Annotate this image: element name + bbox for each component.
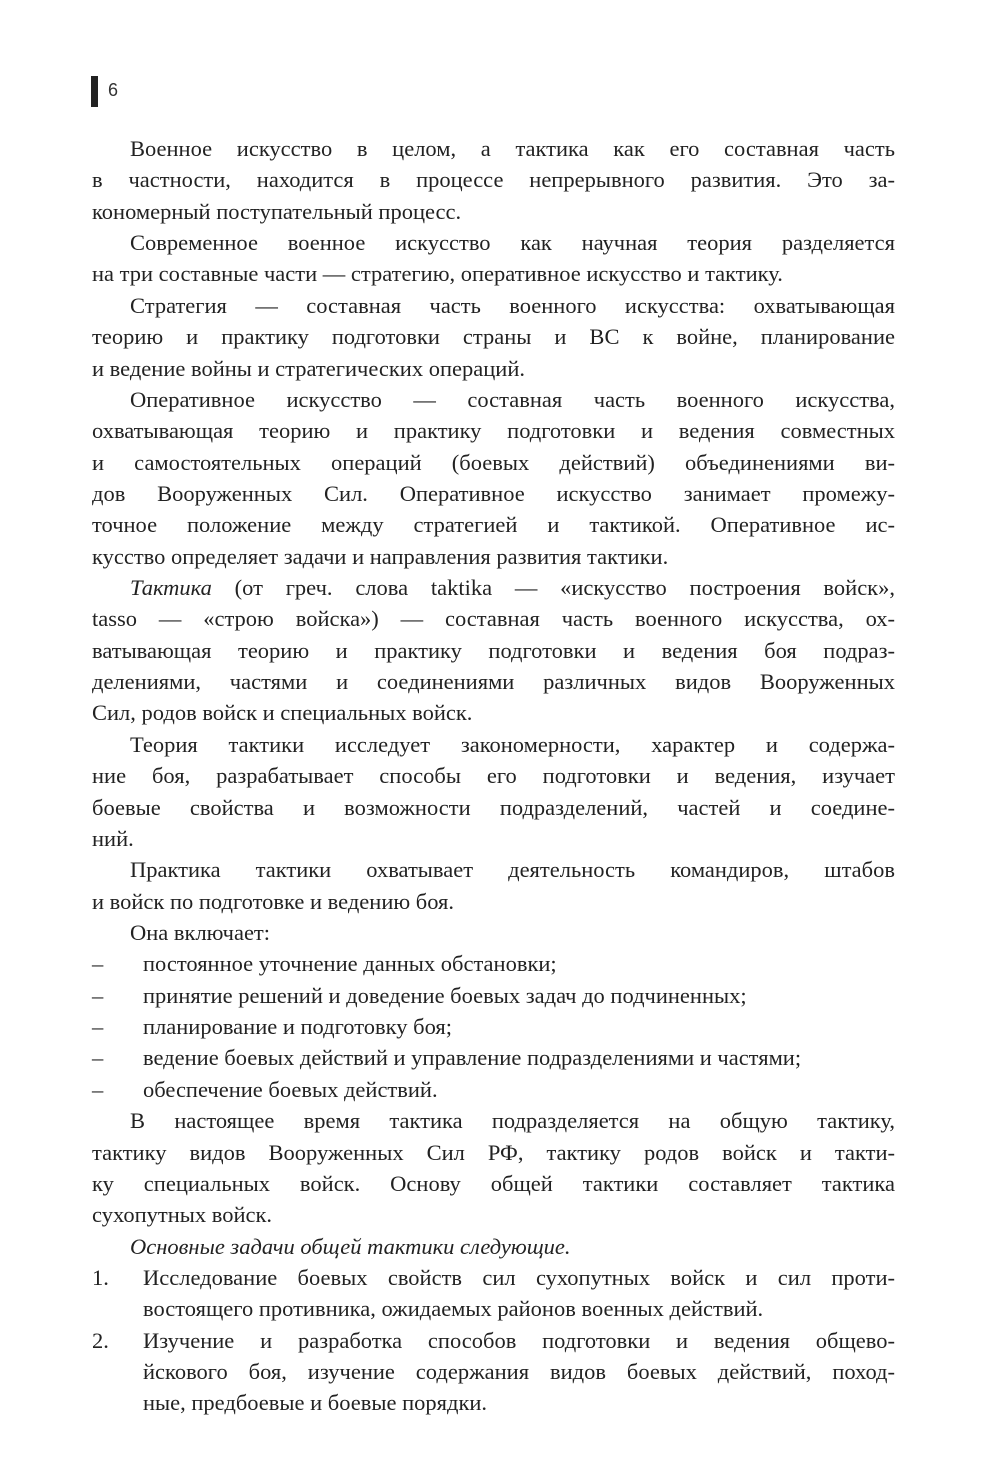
- text-line: [92, 196, 895, 227]
- list-item: [92, 1011, 895, 1042]
- text-line: [92, 886, 895, 917]
- line-text: теорию и практику подготовки страны и ВС к войне, планирование: [92, 324, 895, 350]
- line-text: и самостоятельных операций (боевых действий) объединениями ви-: [92, 449, 895, 475]
- text-line: [92, 1074, 895, 1105]
- text-line: [92, 666, 895, 697]
- line-text: Оперативное искусство — составная часть военного искусства,: [130, 386, 895, 412]
- line-text: Стратегия — составная часть военного искусства: охватывающая: [130, 292, 895, 318]
- paragraph: [92, 917, 895, 948]
- line-text: [130, 572, 895, 603]
- text-line: [92, 635, 895, 666]
- line-text: йскового боя, изучение содержания видов боевых действий, поход-: [143, 1359, 895, 1385]
- list-marker: –: [92, 1045, 104, 1071]
- list-marker: –: [92, 1076, 104, 1102]
- text-line: [92, 321, 895, 352]
- italic-term: Тактика: [130, 575, 212, 601]
- paragraph: [92, 729, 895, 854]
- list-item: [92, 980, 895, 1011]
- line-text: В настоящее время тактика подразделяется на общую тактику,: [130, 1108, 895, 1134]
- list-marker: –: [92, 951, 104, 977]
- line-text: сухопутных войск.: [92, 1202, 273, 1228]
- line-text: постоянное уточнение данных обстановки;: [143, 951, 557, 977]
- line-text: Практика тактики охватывает деятельность командиров, штабов: [130, 857, 895, 883]
- text-line: [92, 1356, 895, 1387]
- line-text: дов Вооруженных Сил. Оперативное искусство занимает промежу-: [92, 480, 895, 506]
- text-line: [92, 980, 895, 1011]
- text-line: [92, 917, 895, 948]
- text-line: [92, 353, 895, 384]
- text-line: [92, 290, 895, 321]
- text-line: [92, 541, 895, 572]
- text-line: [92, 792, 895, 823]
- line-text: Сил, родов войск и специальных войск.: [92, 700, 473, 726]
- line-text: Военное искусство в целом, а тактика как его составная часть: [130, 136, 895, 161]
- page-number-bar: [91, 76, 98, 107]
- text-line: [92, 164, 895, 195]
- line-text: ние боя, разрабатывает способы его подготовки и ведения, изучает: [92, 763, 895, 789]
- text-line: [92, 133, 895, 164]
- text-line: [92, 948, 895, 979]
- text-line: [92, 1293, 895, 1324]
- text-line: [92, 1137, 895, 1168]
- line-text: tasso — «строю войска») — составная часть военного искусства, ох-: [92, 606, 895, 632]
- page-body: [92, 133, 895, 1419]
- line-text: Исследование боевых свойств сил сухопутных войск и сил проти-: [143, 1264, 895, 1290]
- text-line: [92, 258, 895, 289]
- line-text: обеспечение боевых действий.: [143, 1076, 438, 1102]
- text-line: [92, 1262, 895, 1293]
- text-line: [92, 603, 895, 634]
- line-text: ний.: [92, 825, 134, 851]
- line-text: Она включает:: [130, 919, 271, 945]
- line-text: и войск по подготовке и ведению боя.: [92, 888, 455, 914]
- paragraph: [92, 384, 895, 572]
- list-item: [92, 1325, 895, 1419]
- line-text: востоящего противника, ожидаемых районов военных действий.: [143, 1296, 764, 1322]
- list-item: [92, 948, 895, 979]
- line-text: Современное военное искусство как научная теория разделяется: [130, 230, 895, 256]
- text-line: [92, 1325, 895, 1356]
- paragraph: [92, 227, 895, 290]
- line-text: на три составные части — стратегию, оперативное искусство и тактику.: [92, 261, 783, 287]
- text-line: [92, 760, 895, 791]
- text-line: [92, 478, 895, 509]
- text-line: [92, 1168, 895, 1199]
- paragraph: [92, 1231, 895, 1262]
- paragraph: [92, 290, 895, 384]
- text-line: [92, 1387, 895, 1418]
- paragraph: [92, 854, 895, 917]
- text-line: [92, 1231, 895, 1262]
- text-line: [92, 1042, 895, 1073]
- text-line: [92, 1199, 895, 1230]
- text-line: [92, 1011, 895, 1042]
- line-text: Теория тактики исследует закономерности, характер и содержа-: [130, 731, 895, 757]
- line-text: Изучение и разработка способов подготовки и ведения общево-: [143, 1327, 895, 1353]
- page-number: 6: [108, 80, 119, 100]
- list-marker: –: [92, 1014, 104, 1040]
- list-marker: –: [92, 982, 104, 1008]
- line-text: кусство определяет задачи и направления развития тактики.: [92, 543, 669, 569]
- paragraph: [92, 1105, 895, 1230]
- paragraph: [92, 572, 895, 729]
- text-line: [92, 697, 895, 728]
- line-text: и ведение войны и стратегических операций.: [92, 355, 525, 381]
- line-text-rest: (от греч. слова taktika — «искусство построения войск»,: [211, 575, 895, 601]
- text-line: [92, 854, 895, 885]
- list-item: [92, 1074, 895, 1105]
- line-text: ватывающая теорию и практику подготовки и ведения боя подраз-: [92, 637, 895, 663]
- line-text: ведение боевых действий и управление подразделениями и частями;: [143, 1045, 802, 1071]
- line-text: тактику видов Вооруженных Сил РФ, тактику родов войск и такти-: [92, 1139, 895, 1165]
- line-text: Основные задачи общей тактики следующие.: [130, 1233, 571, 1259]
- line-text: делениями, частями и соединениями различных видов Вооруженных: [92, 669, 895, 695]
- text-line: [92, 729, 895, 760]
- line-text: ку специальных войск. Основу общей тактики составляет тактика: [92, 1170, 895, 1196]
- list-item: [92, 1042, 895, 1073]
- text-line: [92, 384, 895, 415]
- line-text: ные, предбоевые и боевые порядки.: [143, 1390, 488, 1416]
- list-marker: 1.: [92, 1264, 109, 1290]
- text-line: [92, 572, 895, 603]
- list-marker: 2.: [92, 1327, 109, 1353]
- line-text: кономерный поступательный процесс.: [92, 198, 462, 224]
- text-line: [92, 1105, 895, 1136]
- line-text: охватывающая теорию и практику подготовки и ведения совместных: [92, 418, 895, 444]
- text-line: [92, 227, 895, 258]
- text-line: [92, 509, 895, 540]
- line-text: планирование и подготовку боя;: [143, 1014, 452, 1040]
- list-item: [92, 1262, 895, 1325]
- paragraph: [92, 133, 895, 227]
- text-line: [92, 823, 895, 854]
- line-text: в частности, находится в процессе непрерывного развития. Это за-: [92, 167, 895, 193]
- text-line: [92, 447, 895, 478]
- line-text: боевые свойства и возможности подразделений, частей и соедине-: [92, 794, 895, 820]
- line-text: принятие решений и доведение боевых задач до подчиненных;: [143, 982, 747, 1008]
- line-text: точное положение между стратегией и тактикой. Оперативное ис-: [92, 512, 895, 538]
- text-line: [92, 415, 895, 446]
